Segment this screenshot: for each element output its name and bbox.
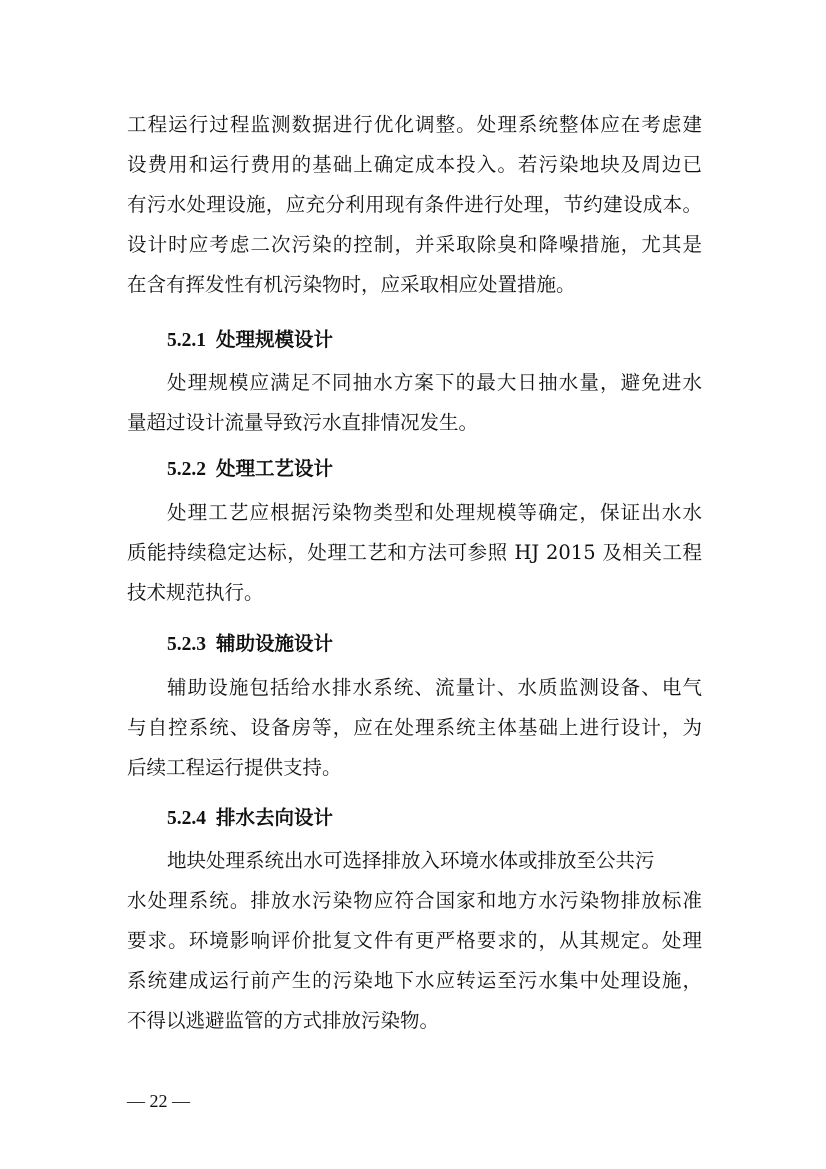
paragraph-line: 要求。环境影响评价批复文件有更严格要求的，从其规定。处理 [127, 929, 702, 952]
paragraph-line: 不得以逃避监管的方式排放污染物。 [127, 1009, 440, 1032]
paragraph-line: 后续工程运行提供支持。 [127, 756, 342, 779]
paragraph-line: 有污水处理设施，应充分利用现有条件进行处理，节约建设成本。 [127, 193, 702, 216]
section-number: 5.2.2 [167, 459, 206, 480]
section-number: 5.2.1 [167, 330, 206, 351]
paragraph-line: 设费用和运行费用的基础上确定成本投入。若污染地块及周边已 [127, 153, 702, 176]
paragraph-line: 质能持续稳定达标，处理工艺和方法可参照 HJ 2015 及相关工程 [127, 541, 702, 564]
section-title: 处理规模设计 [216, 328, 334, 351]
page-number: — 22 — [127, 1091, 190, 1111]
section-title: 处理工艺设计 [216, 457, 334, 480]
section-title: 排水去向设计 [216, 806, 334, 829]
paragraph-line: 地块处理系统出水可选择排放入环境水体或排放至公共污 [167, 849, 655, 872]
section-number: 5.2.4 [167, 808, 206, 829]
paragraph-line: 设计时应考虑二次污染的控制，并采取除臭和降噪措施，尤其是 [127, 233, 702, 256]
paragraph-line: 处理规模应满足不同抽水方案下的最大日抽水量，避免进水 [167, 371, 702, 394]
paragraph-line: 水处理系统。排放水污染物应符合国家和地方水污染物排放标准 [127, 889, 702, 912]
section-title: 辅助设施设计 [216, 632, 334, 655]
section-heading [167, 632, 333, 656]
paragraph-line: 技术规范执行。 [127, 581, 264, 604]
paragraph-line: 系统建成运行前产生的污染地下水应转运至污水集中处理设施， [127, 969, 702, 992]
paragraph-line: 量超过设计流量导致污水直排情况发生。 [127, 411, 479, 434]
paragraph-line: 在含有挥发性有机污染物时，应采取相应处置措施。 [127, 273, 576, 296]
section-heading [167, 806, 333, 830]
section-heading [167, 457, 333, 481]
section-number: 5.2.3 [167, 634, 206, 655]
paragraph-line: 处理工艺应根据污染物类型和处理规模等确定，保证出水水 [167, 501, 702, 524]
section-heading [167, 328, 333, 352]
paragraph-line: 与自控系统、设备房等，应在处理系统主体基础上进行设计，为 [127, 716, 702, 739]
paragraph-line: 辅助设施包括给水排水系统、流量计、水质监测设备、电气 [167, 676, 702, 699]
paragraph-line: 工程运行过程监测数据进行优化调整。处理系统整体应在考虑建 [127, 113, 702, 136]
